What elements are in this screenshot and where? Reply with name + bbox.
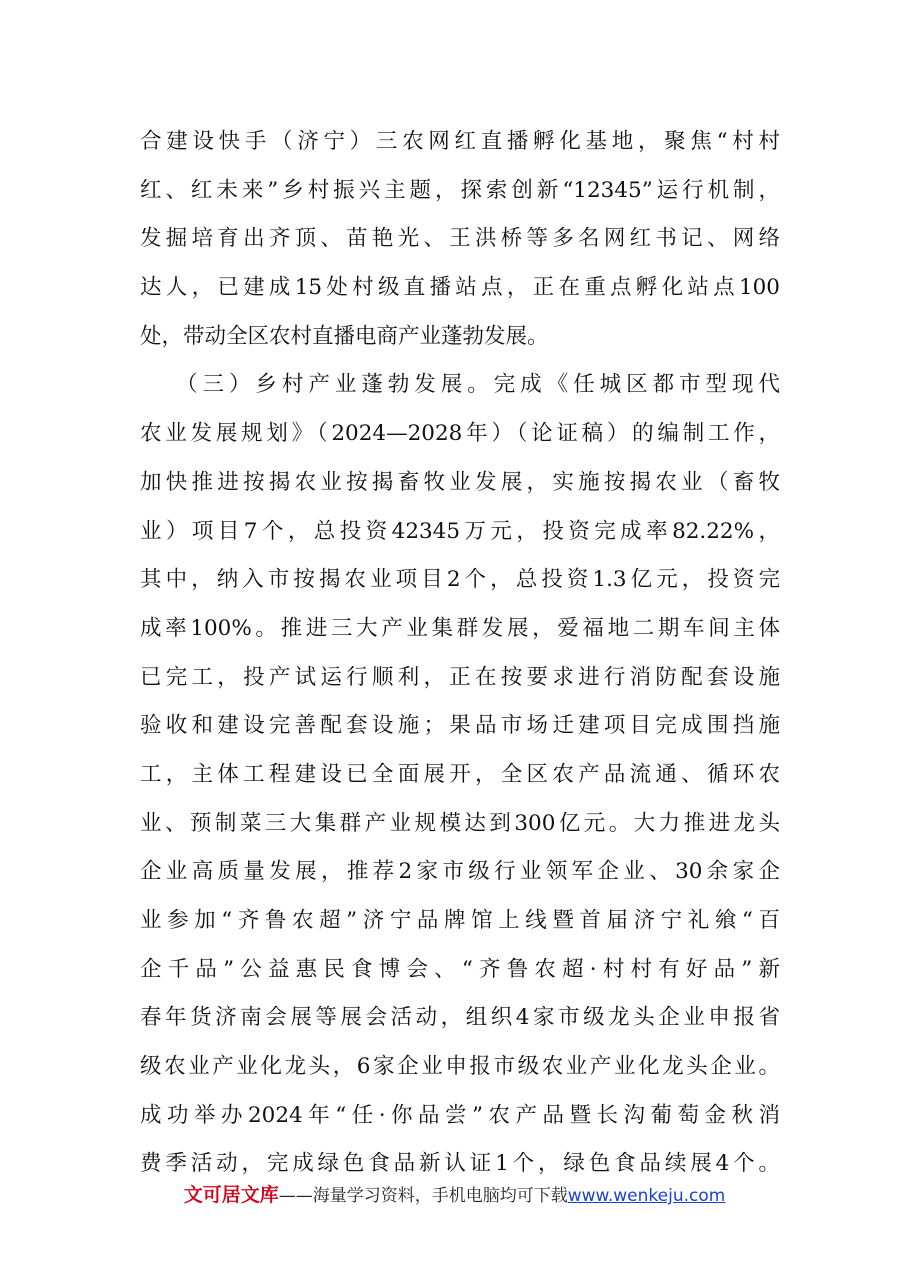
brand-name: 文可居文库 <box>183 1184 279 1206</box>
text-line: 农业发展规划》（2024—2028年）（论证稿）的编制工作， <box>140 421 780 447</box>
section-heading-line: （三）乡村产业蓬勃发展。完成《任城区都市型现代 <box>176 372 780 398</box>
text-line: 成功举办2024年“任·你品尝”农产品暨长沟葡萄金秋消 <box>140 1102 780 1128</box>
text-line: 工，主体工程建设已全面展开，全区农产品流通、循环农 <box>140 761 780 787</box>
text-line: 业、预制菜三大集群产业规模达到300亿元。大力推进龙头 <box>140 810 780 836</box>
website-link[interactable]: www.wenkeju.com <box>567 1186 726 1206</box>
text-line: 发掘培育出齐顶、苗艳光、王洪桥等多名网红书记、网络 <box>140 226 780 252</box>
document-body <box>140 118 780 1189</box>
text-line: 其中，纳入市按揭农业项目2个，总投资1.3亿元，投资完 <box>140 567 780 593</box>
text-line: 级农业产业化龙头，6家企业申报市级农业产业化龙头企业。 <box>140 1054 780 1080</box>
footer-slogan: ——海量学习资料，手机电脑均可下载 <box>278 1186 568 1206</box>
text-line: 企业高质量发展，推荐2家市级行业领军企业、30余家企 <box>140 859 780 885</box>
text-line: 加快推进按揭农业按揭畜牧业发展，实施按揭农业（畜牧 <box>140 469 780 495</box>
text-line: 处，带动全区农村直播电商产业蓬勃发展。 <box>140 323 549 349</box>
text-line: 达人，已建成15处村级直播站点，正在重点孵化站点100 <box>140 275 780 301</box>
footer-banner <box>0 1180 909 1207</box>
text-line: 成率100%。推进三大产业集群发展，爱福地二期车间主体 <box>140 615 780 641</box>
text-line: 企千品”公益惠民食博会、“齐鲁农超·村村有好品”新 <box>140 956 780 982</box>
text-line: 红、红未来”乡村振兴主题，探索创新“12345”运行机制， <box>140 177 780 203</box>
text-line: 业参加“齐鲁农超”济宁品牌馆上线暨首届济宁礼飨“百 <box>140 908 780 933</box>
text-line: 业）项目7个，总投资42345万元，投资完成率82.22%， <box>140 518 780 544</box>
text-line: 验收和建设完善配套设施；果品市场迁建项目完成围挡施 <box>140 713 780 739</box>
text-line: 费季活动，完成绿色食品新认证1个，绿色食品续展4个。 <box>140 1151 780 1177</box>
text-line: 春年货济南会展等展会活动，组织4家市级龙头企业申报省 <box>140 1005 780 1031</box>
text-line: 已完工，投产试运行顺利，正在按要求进行消防配套设施 <box>140 664 780 690</box>
text-line: 合建设快手（济宁）三农网红直播孵化基地，聚焦“村村 <box>140 129 780 154</box>
